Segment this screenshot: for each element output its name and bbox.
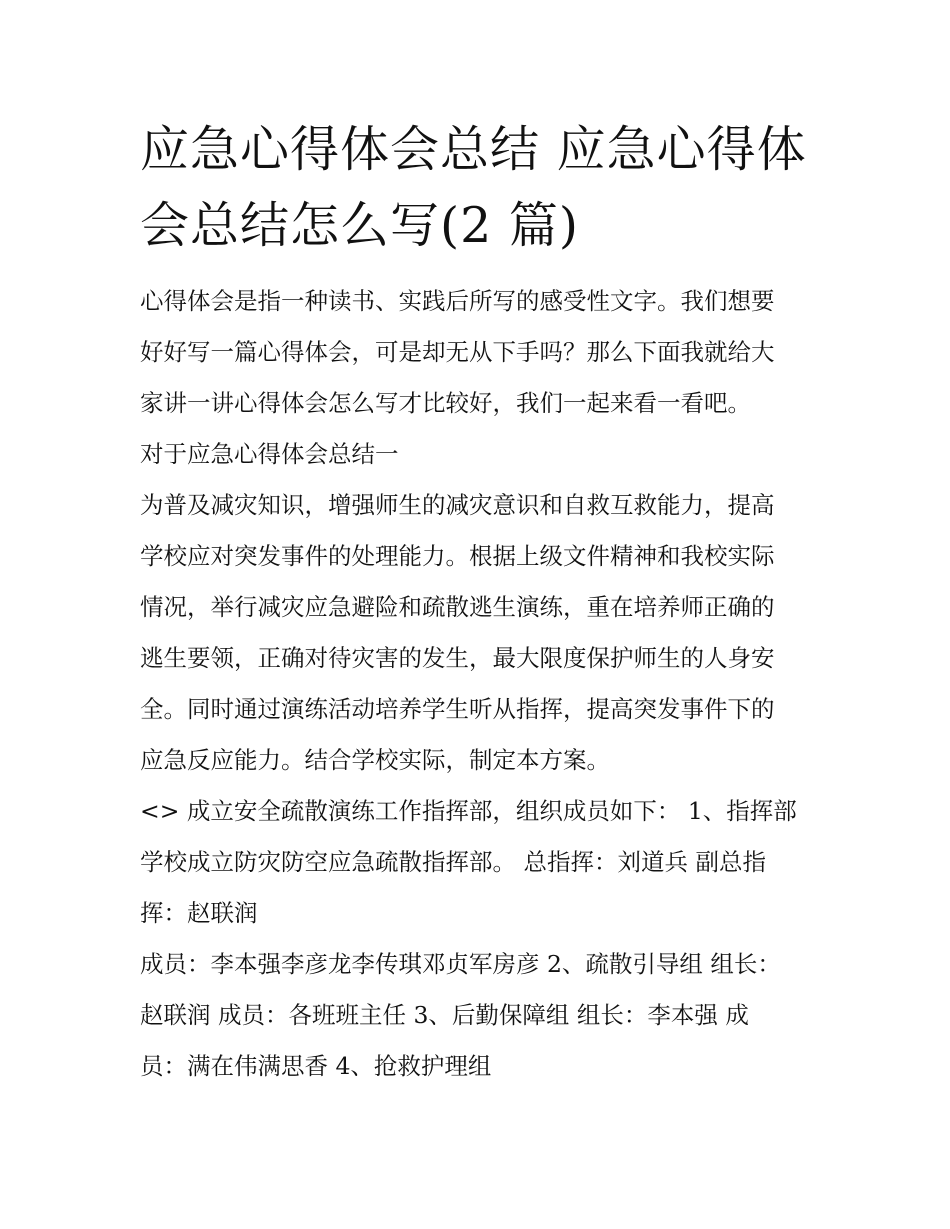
text-line: 心得体会是指一种读书、实践后所写的感受性文字。我们想要	[140, 287, 775, 315]
text-line: 情况，举行减灾应急避险和疏散逃生演练，重在培养师正确的	[140, 593, 775, 621]
text-line: 对于应急心得体会总结一	[140, 440, 399, 468]
intro-paragraph	[140, 276, 815, 429]
body-paragraph	[140, 939, 815, 1092]
text-line: 应急反应能力。结合学校实际，制定本方案。	[140, 746, 610, 774]
text-line: 为普及减灾知识，增强师生的减灾意识和自救互救能力，提高	[140, 491, 775, 519]
title-line: 会总结怎么写(2 篇)	[140, 197, 579, 254]
text-line: 好好写一篇心得体会，可是却无从下手吗？那么下面我就给大	[140, 338, 775, 366]
title-line: 应急心得体会总结 应急心得体	[140, 121, 807, 178]
text-line: 赵联润 成员：各班班主任 3、后勤保障组 组长：李本强 成	[140, 1001, 749, 1029]
text-line: 家讲一讲心得体会怎么写才比较好，我们一起来看一看吧。	[140, 389, 751, 417]
section-heading	[140, 429, 815, 480]
document-body	[140, 276, 815, 1092]
text-line: 学校成立防灾防空应急疏散指挥部。 总指挥：刘道兵 副总指	[140, 848, 766, 876]
text-line: 成员：李本强李彦龙李传琪邓贞军房彦 2、疏散引导组 组长：	[140, 950, 781, 978]
body-paragraph	[140, 786, 815, 939]
text-line: 全。同时通过演练活动培养学生听从指挥，提高突发事件下的	[140, 695, 775, 723]
document-page	[140, 112, 815, 1092]
text-line: 学校应对突发事件的处理能力。根据上级文件精神和我校实际	[140, 542, 775, 570]
text-line: 逃生要领，正确对待灾害的发生，最大限度保护师生的人身安	[140, 644, 775, 672]
document-title	[140, 112, 815, 264]
text-line: <> 成立安全疏散演练工作指挥部，组织成员如下： 1、指挥部	[140, 797, 797, 825]
body-paragraph	[140, 480, 815, 786]
text-line: 挥：赵联润	[140, 899, 258, 927]
text-line: 员：满在伟满思香 4、抢救护理组	[140, 1052, 492, 1080]
